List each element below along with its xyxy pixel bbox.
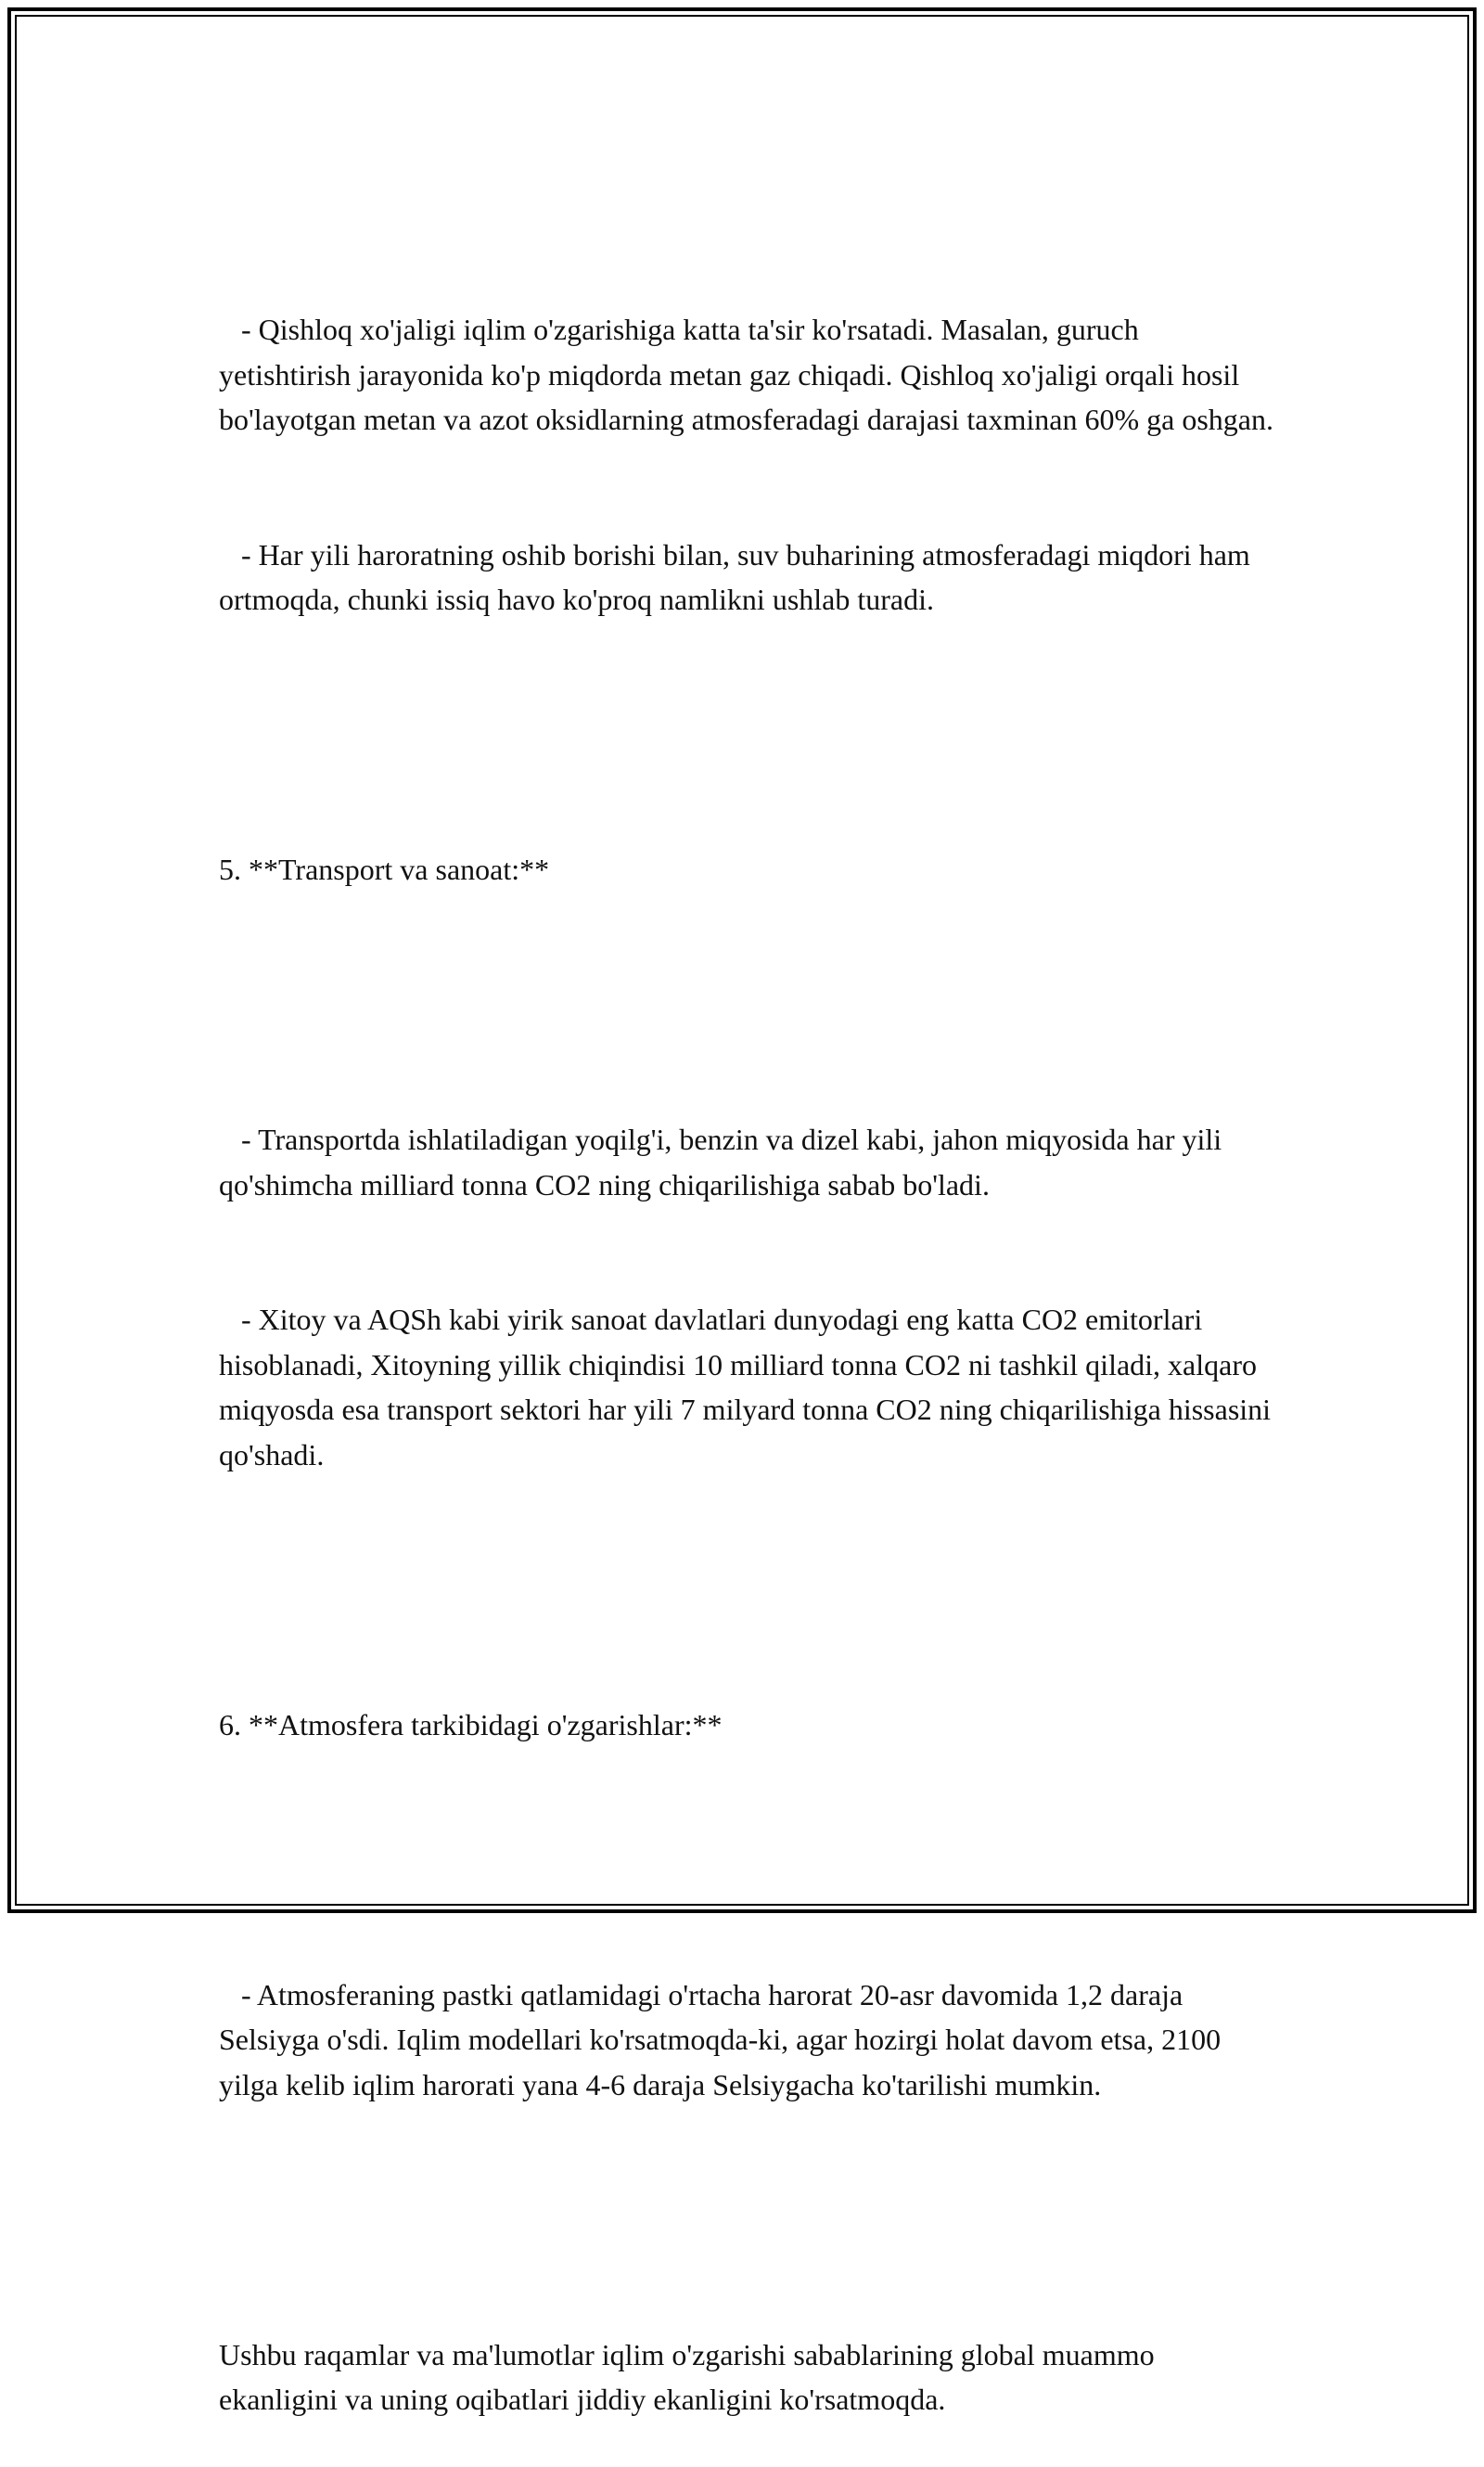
- document-body: [219, 217, 1279, 2467]
- section-heading-atmosphere: 6. **Atmosfera tarkibidagi o'zgarishlar:**: [219, 1707, 723, 1741]
- blank-line: [219, 1837, 1276, 1882]
- paragraph-industrial-emitters: - Xitoy va AQSh kabi yirik sanoat davlatlari dunyodagi eng katta CO2 emitorlari hisoblanadi, Xitoyning yillik chiqindisi 10 milliard tonna CO2 ni tashkil qiladi, xalqaro miqyosda esa transport sektori har yili 7 milyard tonna CO2 ning chiqarilishiga hissasini qo'shadi.: [219, 1303, 1279, 1471]
- paragraph-water-vapor: - Har yili haroratning oshib borishi bilan, suv buharining atmosferadagi miqdori ham ortmoqda, chunki issiq havo ko'proq namlikni ushlab turadi.: [219, 537, 1258, 616]
- blank-line: [219, 2197, 1276, 2242]
- paragraph-temperature: - Atmosferaning pastki qatlamidagi o'rtacha harorat 20-asr davomida 1,2 daraja Selsiyga o'sdi. Iqlim modellari ko'rsatmoqda-ki, agar hozirgi holat davom etsa, 2100 yilga kelib iqlim harorati yana 4-6 daraja Selsiygacha ko'tarilishi mumkin.: [219, 1977, 1229, 2101]
- paragraph-transport-fuel: - Transportda ishlatiladigan yoqilg'i, benzin va dizel kabi, jahon miqyosida har yili qo'shimcha milliard tonna CO2 ning chiqarilishiga sabab bo'ladi.: [219, 1123, 1230, 1201]
- blank-line: [219, 1567, 1276, 1613]
- blank-line: [219, 713, 1276, 758]
- paragraph-conclusion: Ushbu raqamlar va ma'lumotlar iqlim o'zgarishi sabablarining global muammo ekanligini va uning oqibatlari jiddiy ekanligini ko'rsatmoqda.: [219, 2337, 1162, 2416]
- section-heading-transport: 5. **Transport va sanoat:**: [219, 853, 550, 886]
- paragraph-agriculture: - Qishloq xo'jaligi iqlim o'zgarishiga katta ta'sir ko'rsatadi. Masalan, guruch yetishtirish jarayonida ko'p miqdorda metan gaz chiqadi. Qishloq xo'jaligi orqali hosil bo'layotgan metan va azot oksidlarning atmosferadagi darajasi taxminan 60% ga oshgan.: [219, 313, 1273, 436]
- blank-line: [219, 983, 1276, 1028]
